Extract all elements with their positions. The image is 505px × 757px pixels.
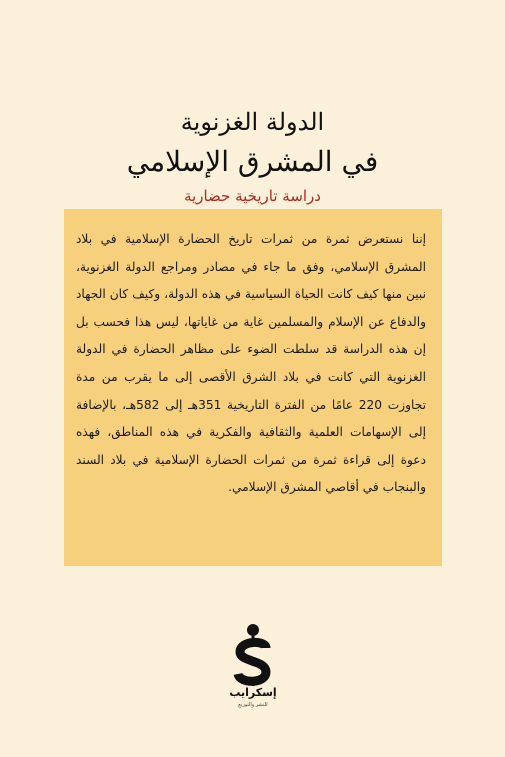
book-title-line-1: الدولة الغزنوية (180, 108, 325, 136)
book-description: إننا نستعرض ثمرة من ثمرات تاريخ الحضارة الإسلامية في بلاد المشرق الإسلامي، وفق ما جاء في مصادر ومراجع الدولة الغزنوية، نبين منها كيف كانت الحياة السياسية في هذه الدولة، وكيف كان الجهاد والدفاع عن الإسلام والمسلمين غاية من غاياتها، ليس هذا فحسب بل إن هذه الدراسة قد سلطت الضوء على مظاهر الحضارة في الدولة الغزنوية التي كانت في بلاد الشرق الأقصى إلى ما يقرب من مدة تجاوزت 220 عامًا من الفترة التاريخية 351هـ إلى 582هـ، بالإضافة إلى الإسهامات العلمية والثقافية والفكرية في هذه المناطق، فهذه دعوة إلى قراءة ثمرة من ثمرات الحضارة الإسلامية في بلاد السند والبنجاب في أقاصي المشرق الإسلامي. (76, 232, 426, 495)
publisher-tagline: للنشر والتوزيع (238, 702, 268, 708)
book-subtitle: دراسة تاريخية حضارية (184, 187, 321, 205)
publisher-name: إسكرايب (229, 686, 277, 699)
description-box (64, 209, 442, 566)
book-title-line-2: في المشرق الإسلامي (126, 145, 379, 178)
